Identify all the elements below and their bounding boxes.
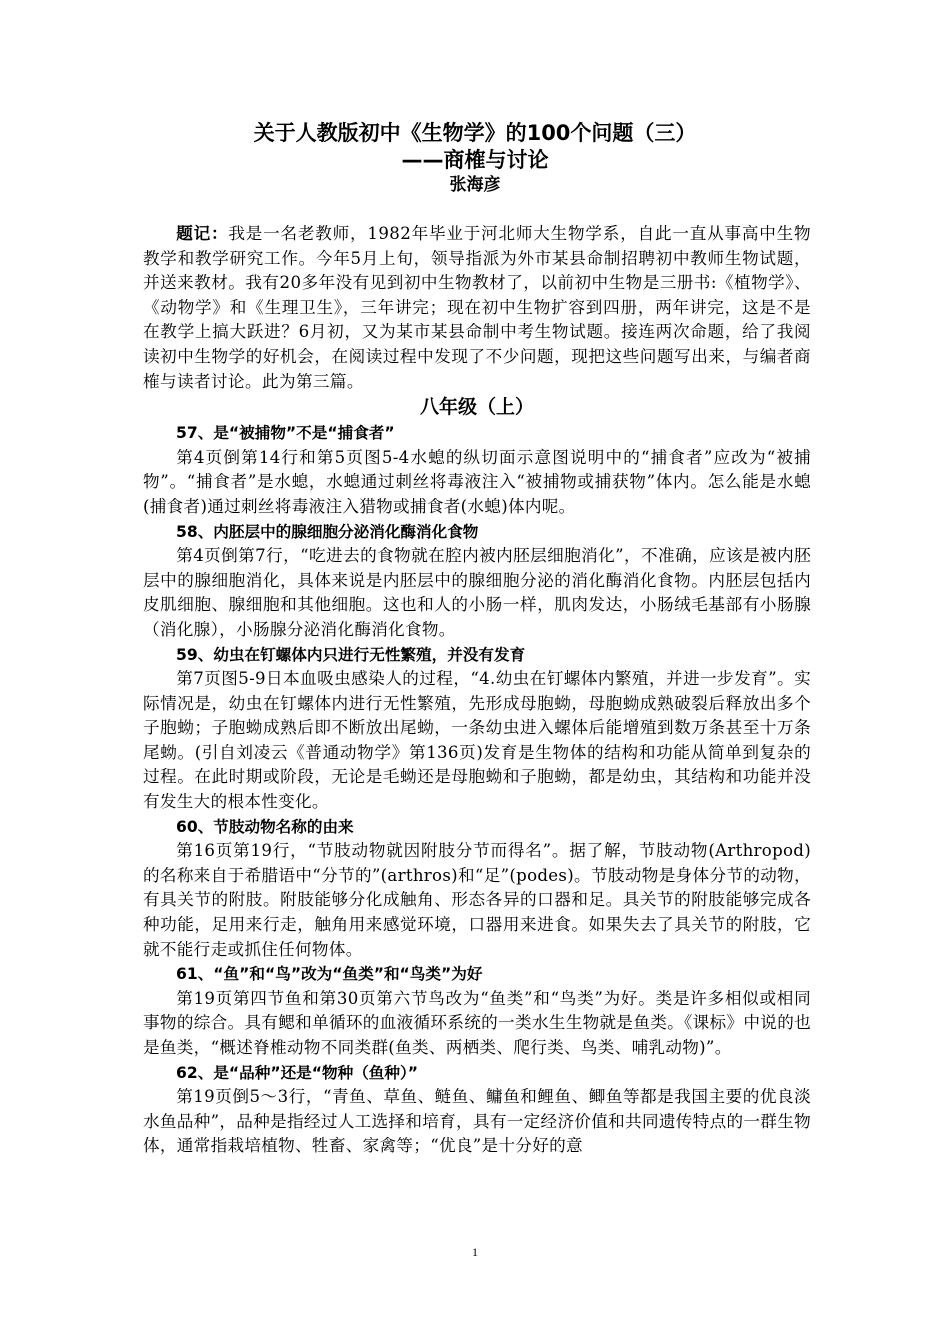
- section-heading: 62、是“品种”还是“物种（鱼种）”: [176, 1063, 419, 1082]
- title-block: [140, 120, 810, 196]
- page-number: 1: [472, 1245, 478, 1259]
- section-heading: 59、幼虫在钉螺体内只进行无性繁殖，并没有发育: [176, 645, 526, 664]
- intro-paragraph: [143, 222, 811, 394]
- document-title: 关于人教版初中《生物学》的100个问题（三）: [253, 121, 697, 145]
- section-heading: 60、节肢动物名称的由来: [176, 817, 354, 836]
- author-name: 张海彦: [449, 175, 501, 195]
- section-paragraph: 第19页第四节鱼和第30页第六节鸟改为“鱼类”和“鸟类”为好。类是许多相似或相同事物的综合。具有鳃和单循环的血液循环系统的一类水生生物就是鱼类。《课标》中说的也是鱼类，“概述脊椎动物不同类群(鱼类、两栖类、爬行类、鸟类、哺乳动物)”。: [143, 988, 811, 1057]
- document-subtitle: ——商榷与讨论: [401, 148, 549, 172]
- grade-heading: 八年级（上）: [419, 396, 534, 419]
- section-heading: 58、内胚层中的腺细胞分泌消化酶消化食物: [176, 522, 479, 541]
- section-paragraph: 第4页倒第14行和第5页图5-4水螅的纵切面示意图说明中的“捕食者”应改为“被捕物”。“捕食者”是水螅，水螅通过刺丝将毒液注入“被捕物或捕获物”体内。怎么能是水螅(捕食者)通过刺丝将毒液注入猎物或捕食者(水螅)体内呢。: [143, 447, 811, 516]
- section-heading: 57、是“被捕物”不是“捕食者”: [176, 424, 395, 443]
- document-body: [143, 222, 811, 1159]
- section-paragraph: 第19页倒5～3行，“青鱼、草鱼、鲢鱼、鳙鱼和鲤鱼、鲫鱼等都是我国主要的优良淡水鱼品种”，品种是指经过人工选择和培育，具有一定经济价值和共同遗传特点的一群生物体，通常指栽培植物、牲畜、家禽等；“优良”是十分好的意: [143, 1087, 811, 1156]
- section-paragraph: 第4页倒第7行，“吃进去的食物就在腔内被内胚层细胞消化”，不准确，应该是被内胚层中的腺细胞消化，具体来说是内胚层中的腺细胞分泌的消化酶消化食物。内胚层包括内皮肌细胞、腺细胞和其他细胞。这也和人的小肠一样，肌肉发达，小肠绒毛基部有小肠腺（消化腺），小肠腺分泌消化酶消化食物。: [143, 546, 811, 639]
- section-paragraph: 第16页第19行，“节肢动物就因附肢分节而得名”。据了解，节肢动物(Arthropod)的名称来自于希腊语中“分节的”(arthros)和“足”(podes)。节肢动物是身体分节的动物，有具关节的附肢。附肢能够分化成触角、形态各异的口器和足。具关节的附肢能够完成各种功能，足用来行走，触角用来感觉环境，口器用来进食。如果失去了具关节的附肢，它就不能行走或抓住任何物体。: [143, 841, 811, 959]
- intro-label: 题记：: [176, 224, 229, 243]
- section-heading: 61、“鱼”和“鸟”改为“鱼类”和“鸟类”为好: [176, 965, 483, 984]
- section-paragraph: 第7页图5-9日本血吸虫感染人的过程，“4.幼虫在钉螺体内繁殖，并进一步发育”。实际情况是，幼虫在钉螺体内进行无性繁殖，先形成母胞蚴，母胞蚴成熟破裂后释放出多个子胞蚴；子胞蚴成熟后即不断放出尾蚴，一条幼虫进入螺体后能增殖到数万条甚至十万条尾蚴。(引自刘凌云《普通动物学》第136页)发育是生物体的结构和功能从简单到复杂的过程。在此时期或阶段，无论是毛蚴还是母胞蚴和子胞蚴，都是幼虫，其结构和功能并没有发生大的根本性变化。: [143, 669, 811, 812]
- intro-text: 我是一名老教师，1982年毕业于河北师大生物学系，自此一直从事高中生物教学和教学研究工作。今年5月上旬，领导指派为外市某县命制招聘初中教师生物试题，并送来教材。我有20多年没有见到初中生物教材了，以前初中生物是三册书:《植物学》、《动物学》和《生理卫生》，三年讲完；现在初中生物扩容到四册，两年讲完，这是不是在教学上搞大跃进？6月初，又为某市某县命制中考生物试题。接连两次命题，给了我阅读初中生物学的好机会，在阅读过程中发现了不少问题，现把这些问题写出来，与编者商榷与读者讨论。此为第三篇。: [143, 224, 812, 391]
